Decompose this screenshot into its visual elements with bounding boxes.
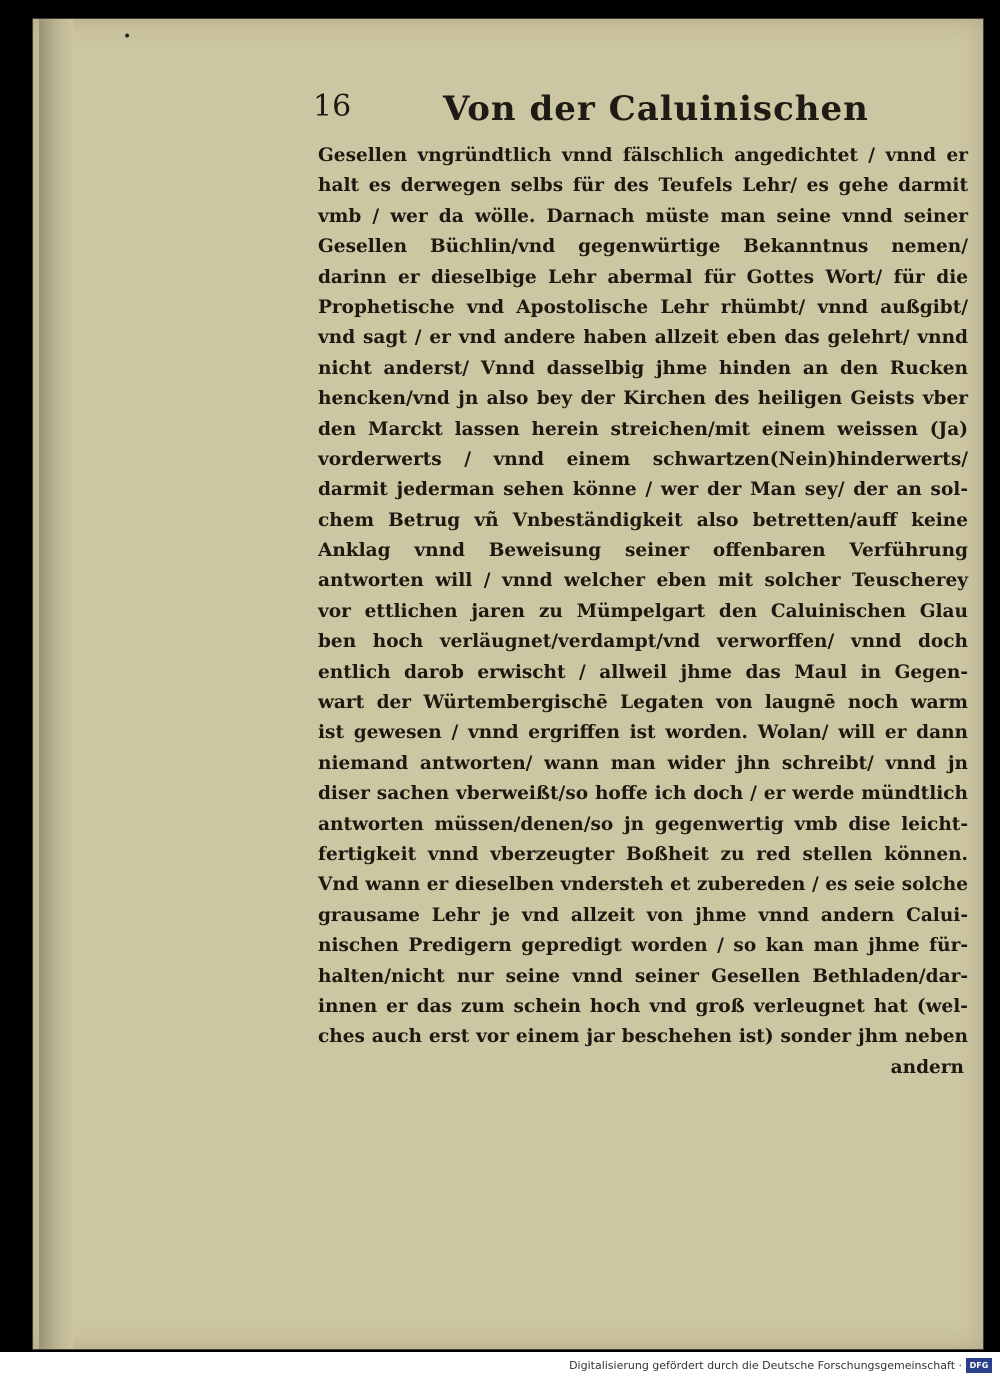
funding-notice: Digitalisierung gefördert durch die Deutsche Forschungsgemeinschaft · [569,1359,962,1372]
text-line: Gesellen Büchlin/vnd gegenwürtige Bekanntnus nemen/ [318,236,968,258]
text-line: den Marckt lassen herein streichen/mit einem weissen (Ja) [318,418,968,440]
text-line: Anklag vnnd Beweisung seiner offenbaren Verführung [318,540,968,562]
text-line: ist gewesen / vnnd ergriffen ist worden. Wolan/ will er dann [318,722,968,744]
text-line: darmit jederman sehen könne / wer der Man sey/ der an sol- [318,479,968,501]
text-line: chem Betrug vñ Vnbeständigkeit also betretten/auff keine [318,509,968,531]
text-line: Prophetische vnd Apostolische Lehr rhümbt/ vnnd außgibt/ [318,296,968,318]
text-line: nicht anderst/ Vnnd dasselbig jhme hinden an den Rucken [318,357,968,379]
footer-bar [0,1352,1000,1381]
catchword: andern [890,1056,964,1078]
text-line: vorderwerts / vnnd einem schwartzen(Nein)hinderwerts/ [318,448,968,470]
text-line: antworten müssen/denen/so jn gegenwertig vmb dise leicht- [318,813,968,835]
text-line: wart der Würtembergischē Legaten von laugnē noch warm [318,692,968,714]
text-line: Vnd wann er dieselben vndersteh et zubereden / es seie solche [318,874,968,896]
text-line: darinn er dieselbige Lehr abermal für Gottes Wort/ für die [318,266,968,288]
text-line: ches auch erst vor einem jar beschehen ist) sonder jhm neben [318,1026,968,1048]
body-text [318,141,968,1083]
text-line: Gesellen vngründtlich vnnd fälschlich angedichtet / vnnd er [318,145,968,166]
page-gutter [39,19,73,1349]
text-line: vnd sagt / er vnd andere haben allzeit eben das gelehrt/ vnnd [318,327,968,349]
text-line: diser sachen vberweißt/so hoffe ich doch / er werde mündtlich [318,783,968,805]
text-line: nischen Predigern gepredigt worden / so kan man jhme für- [318,935,968,957]
corner-mark: • [123,29,132,45]
text-line: antworten will / vnnd welcher eben mit solcher Teuscherey [318,570,968,592]
book-page [32,18,984,1350]
dfg-logo-icon: DFG [966,1358,992,1373]
running-head-title: Von der Caluinischen [443,89,869,129]
text-line: niemand antworten/ wann man wider jhn schreibt/ vnnd jn [318,752,968,774]
text-line: halt es derwegen selbs für des Teufels Lehr/ es gehe darmit [318,175,968,197]
page-number: 16 [313,89,352,124]
text-line: fertigkeit vnnd vberzeugter Boßheit zu red stellen können. [318,843,968,865]
text-line: ben hoch verläugnet/verdampt/vnd verworffen/ vnnd doch [318,631,968,653]
text-line: hencken/vnd jn also bey der Kirchen des heiligen Geists vber [318,388,968,410]
text-line: vor ettlichen jaren zu Mümpelgart den Caluinischen Glau [318,600,968,622]
text-line: halten/nicht nur seine vnnd seiner Gesellen Bethladen/dar- [318,965,968,987]
running-head [313,89,973,133]
text-line: vmb / wer da wölle. Darnach müste man seine vnnd seiner [318,205,968,227]
text-line: grausame Lehr je vnd allzeit von jhme vnnd andern Calui- [318,904,968,926]
text-line: innen er das zum schein hoch vnd groß verleugnet hat (wel- [318,995,968,1017]
text-line: entlich darob erwischt / allweil jhme das Maul in Gegen- [318,661,968,683]
